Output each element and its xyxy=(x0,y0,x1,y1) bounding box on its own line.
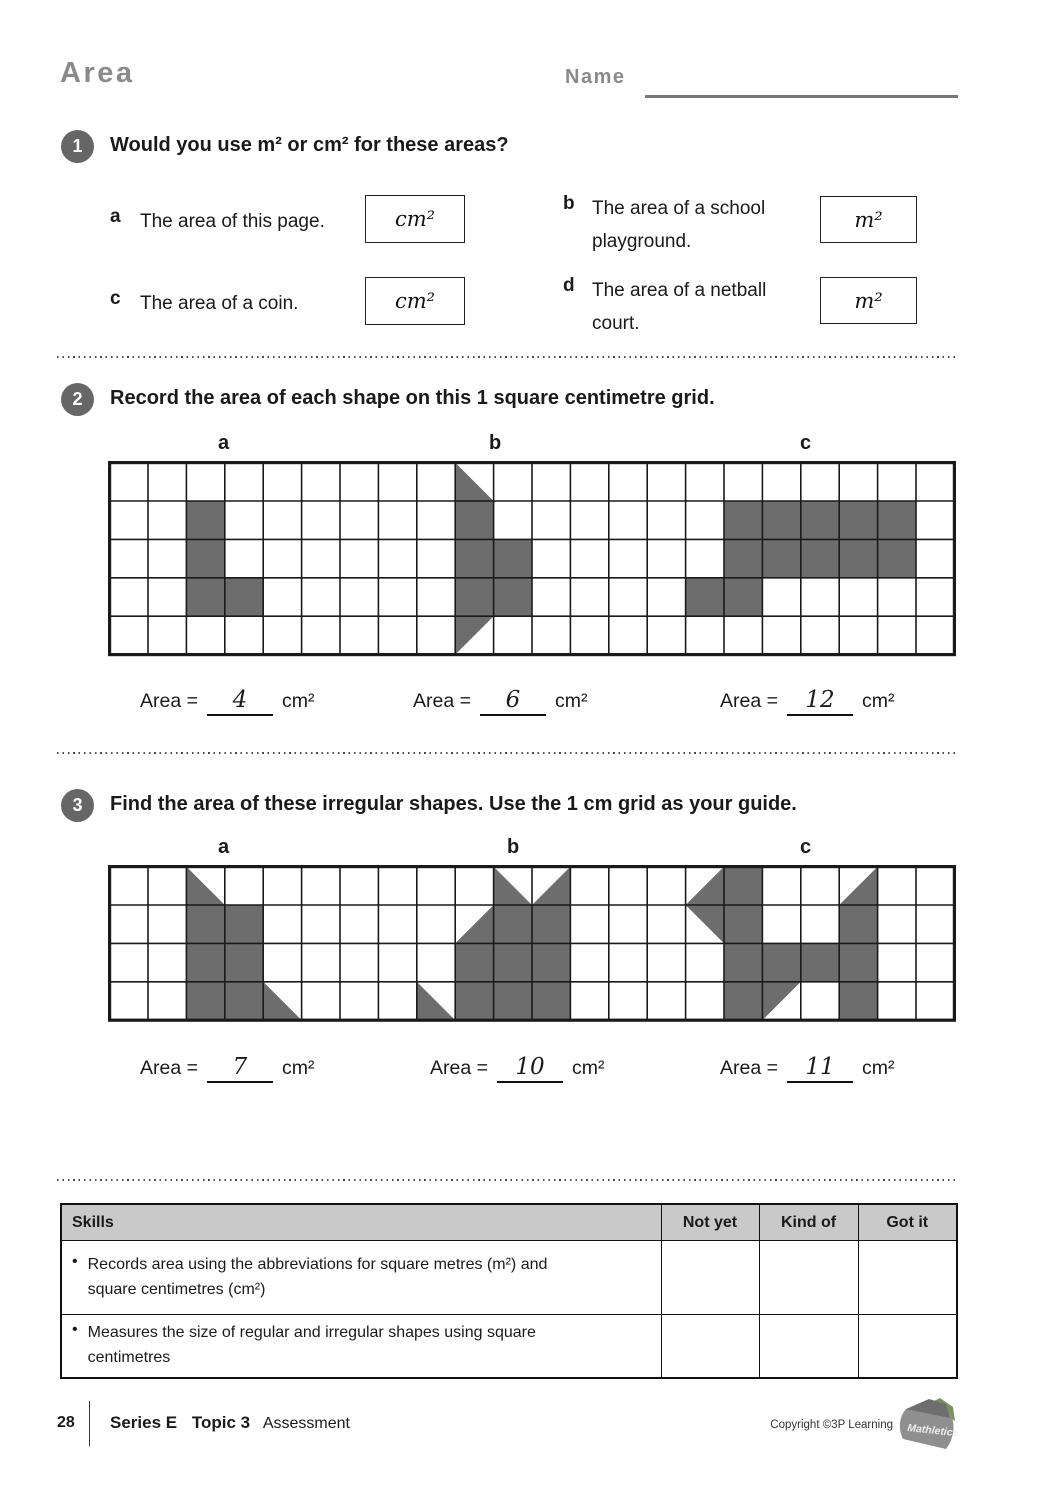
not-yet-header: Not yet xyxy=(661,1204,759,1241)
q2-answer-c-label: Area = xyxy=(720,690,778,712)
q1-item-d-text: The area of a netball court. xyxy=(592,280,767,334)
bullet-icon: • xyxy=(72,1321,78,1338)
q1-item-d-answer-value: m² xyxy=(854,288,883,313)
question-1-badge: 1 xyxy=(61,130,94,163)
q1-item-a-answer-value: cm² xyxy=(394,207,436,231)
q3-answer-c-label: Area = xyxy=(720,1057,778,1079)
q3-answer-b-label: Area = xyxy=(430,1057,488,1079)
q3-answer-c-unit: cm² xyxy=(862,1057,895,1079)
q1-item-a-answer-box[interactable] xyxy=(365,195,465,243)
mathletics-logo-text: Mathletics xyxy=(906,1422,960,1440)
q2-answer-b-unit: cm² xyxy=(555,690,588,712)
skills-row-1-kind-of-cell[interactable] xyxy=(759,1241,858,1315)
q3-answer-b-unit: cm² xyxy=(572,1057,605,1079)
q2-answer-c-blank[interactable]: 12 xyxy=(787,688,853,716)
q2-answer-c-unit: cm² xyxy=(862,690,895,712)
mathletics-logo xyxy=(896,1394,962,1457)
bullet-icon: • xyxy=(72,1252,78,1270)
q2-centimetre-grid xyxy=(108,461,956,662)
q1-item-b-answer-value: m² xyxy=(854,207,883,232)
q2-answer-b-blank[interactable]: 6 xyxy=(480,688,546,716)
copyright-text: Copyright ©3P Learning xyxy=(770,1419,893,1431)
q3-answer-c xyxy=(720,1055,895,1083)
kind-of-header: Kind of xyxy=(759,1204,858,1241)
q3-answer-a-unit: cm² xyxy=(282,1057,315,1079)
question-3-badge: 3 xyxy=(61,789,94,822)
q1-item-a-letter: a xyxy=(110,206,121,227)
skills-row-2-got-it-cell[interactable] xyxy=(858,1315,957,1378)
q1-item-b-letter: b xyxy=(563,193,575,214)
q3-shape-b-label: b xyxy=(507,836,520,858)
section-label: Assessment xyxy=(262,1415,350,1432)
skills-header-row xyxy=(61,1204,957,1241)
skills-row-2 xyxy=(61,1315,957,1378)
dotted-separator-2 xyxy=(57,752,958,754)
q2-grid-svg xyxy=(108,461,956,657)
q3-answer-a-blank[interactable]: 7 xyxy=(207,1055,273,1083)
q2-shape-c-label: c xyxy=(800,432,812,454)
skills-row-2-text: Measures the size of regular and irregular shapes using square centimetres xyxy=(87,1324,536,1366)
q1-item-d-letter: d xyxy=(563,275,575,296)
q1-item-a-text: The area of this page. xyxy=(140,211,325,232)
q1-item-b-text: The area of a school playground. xyxy=(592,198,766,252)
question-2-badge: 2 xyxy=(61,383,94,416)
skills-header: Skills xyxy=(61,1204,661,1241)
q3-answer-b-blank[interactable]: 10 xyxy=(497,1055,563,1083)
skills-row-2-not-yet-cell[interactable] xyxy=(661,1315,759,1378)
q2-answer-a-label: Area = xyxy=(140,690,198,712)
q3-answer-c-blank[interactable]: 11 xyxy=(787,1055,853,1083)
q1-item-d-answer-box[interactable] xyxy=(820,277,917,324)
topic-label: Topic 3 xyxy=(191,1413,251,1432)
q1-item-c-text: The area of a coin. xyxy=(140,293,299,314)
skills-row-1-got-it-cell[interactable] xyxy=(858,1241,957,1315)
q1-item-c-answer-value: cm² xyxy=(394,289,436,313)
q3-shape-c-label: c xyxy=(800,836,812,858)
q2-shape-b-label: b xyxy=(489,432,502,454)
skills-row-2-text-cell xyxy=(61,1315,661,1378)
q2-answer-b xyxy=(413,688,588,716)
mathletics-logo-graphic xyxy=(896,1394,962,1452)
skills-table xyxy=(60,1203,958,1379)
question-3-prompt: Find the area of these irregular shapes. Use the 1 cm grid as your guide. xyxy=(110,793,797,815)
q3-grid-svg xyxy=(108,865,956,1022)
q3-shape-a-label: a xyxy=(218,836,230,858)
q3-answer-a xyxy=(140,1055,315,1083)
q3-centimetre-grid xyxy=(108,865,956,1027)
footer-divider xyxy=(89,1401,90,1446)
name-label: Name xyxy=(565,66,626,88)
q3-answer-b xyxy=(430,1055,605,1083)
q2-answer-b-label: Area = xyxy=(413,690,471,712)
q1-item-c-answer-box[interactable] xyxy=(365,277,465,325)
skills-row-1 xyxy=(61,1241,957,1315)
dotted-separator-3 xyxy=(57,1179,958,1181)
q1-item-b-answer-box[interactable] xyxy=(820,196,917,243)
q2-answer-a-blank[interactable]: 4 xyxy=(207,688,273,716)
dotted-separator-1 xyxy=(57,356,958,358)
got-it-header: Got it xyxy=(858,1204,957,1241)
q2-answer-a xyxy=(140,688,315,716)
name-input-line[interactable] xyxy=(645,73,958,98)
page-number: 28 xyxy=(57,1414,75,1431)
skills-row-2-kind-of-cell[interactable] xyxy=(759,1315,858,1378)
skills-row-1-text-cell xyxy=(61,1241,661,1315)
q2-answer-a-unit: cm² xyxy=(282,690,315,712)
q1-item-c-letter: c xyxy=(110,288,121,309)
skills-row-1-text: Records area using the abbreviations for square metres (m²) and square centimetres (cm²) xyxy=(87,1255,548,1298)
page-title: Area xyxy=(60,57,135,89)
series-label: Series E xyxy=(110,1413,178,1432)
q2-answer-c xyxy=(720,688,895,716)
question-2-prompt: Record the area of each shape on this 1 square centimetre grid. xyxy=(110,387,715,409)
skills-row-1-not-yet-cell[interactable] xyxy=(661,1241,759,1315)
footer-series-info xyxy=(110,1413,350,1433)
question-1-prompt: Would you use m² or cm² for these areas? xyxy=(110,134,509,156)
q2-shape-a-label: a xyxy=(218,432,230,454)
q3-answer-a-label: Area = xyxy=(140,1057,198,1079)
